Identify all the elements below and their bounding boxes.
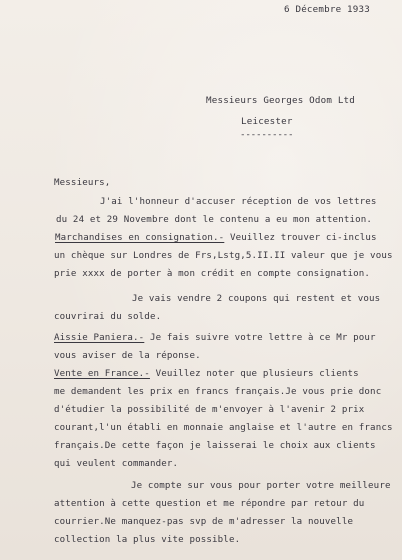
body-line: d'étudier la possibilité de m'envoyer à l'avenir 2 prix — [54, 405, 365, 415]
body-line: me demandent les prix en francs français.Je vous prie donc — [54, 387, 382, 397]
body-line — [0, 333, 402, 343]
body-line: courant,l'un établi en monnaie anglaise et l'autre en francs — [54, 423, 393, 433]
body-text: Je fais suivre votre lettre à ce Mr pour — [144, 333, 376, 343]
recipient-name: Messieurs Georges Odom Ltd — [206, 95, 356, 106]
salutation: Messieurs, — [54, 178, 111, 188]
body-line: prie xxxx de porter à mon crédit en compte consignation. — [54, 269, 371, 279]
body-line — [0, 369, 402, 379]
body-line: qui veulent commander. — [54, 459, 179, 469]
section-heading-consignation: Marchandises en consignation.- — [55, 233, 225, 243]
body-line: attention à cette question et me répondre par retour du — [54, 499, 365, 509]
body-line: collection la plus vite possible. — [54, 535, 241, 545]
body-line: du 24 et 29 Novembre dont le contenu a eu mon attention. — [56, 215, 373, 225]
body-line: Je vais vendre 2 coupons qui restent et vous — [132, 294, 381, 304]
recipient-rule: ---------- — [240, 129, 294, 140]
body-line: courrier.Ne manquez-pas svp de m'adresser la nouvelle — [54, 517, 354, 527]
recipient-city: Leicester — [241, 116, 293, 127]
body-text: Veuillez noter que plusieurs clients — [149, 369, 359, 379]
section-heading-france: Vente en France.- — [54, 369, 150, 379]
body-line: vous aviser de la réponse. — [54, 351, 201, 361]
letter-date: 6 Décembre 1933 — [284, 4, 370, 15]
section-heading-paniera: Aissie Paniera.- — [54, 333, 145, 343]
body-line: Je compte sur vous pour porter votre meilleure — [131, 481, 391, 491]
body-text: Veuillez trouver ci-inclus — [224, 233, 377, 243]
body-line — [0, 233, 402, 243]
body-line: couvrirai du solde. — [54, 312, 162, 322]
body-line: J'ai l'honneur d'accuser réception de vos lettres — [100, 197, 377, 207]
body-line: un chèque sur Londres de Frs,Lstg,5.II.II valeur que je vous — [54, 251, 393, 261]
body-line: français.De cette façon je laisserai le choix aux clients — [54, 441, 376, 451]
